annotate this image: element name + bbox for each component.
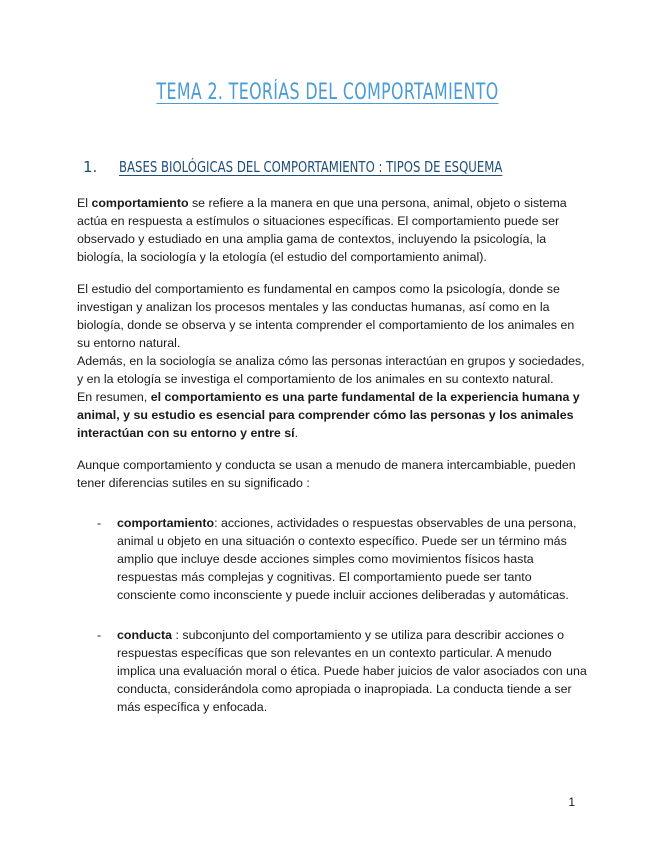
section-heading: [83, 158, 611, 176]
spacer: [77, 266, 587, 280]
document-title: TEMA 2. TEORÍAS DEL COMPORTAMIENTO: [156, 80, 499, 105]
paragraph-summary: [77, 388, 587, 442]
bullet-dash: -: [97, 628, 102, 642]
spacer: [77, 492, 587, 514]
page-number: 1: [568, 795, 575, 809]
paragraph-differences: Aunque comportamiento y conducta se usan a menudo de manera intercambiable, pueden tener diferencias sutiles en su significado :: [77, 458, 576, 490]
list-term: comportamiento: [117, 516, 215, 530]
p1-bold: comportamiento: [91, 196, 189, 210]
document-body: [77, 194, 587, 716]
list-term: conducta: [117, 628, 173, 642]
p4-post: .: [294, 426, 299, 440]
section-number: 1.: [83, 158, 98, 176]
list-item: [77, 514, 587, 604]
list-text: : acciones, actividades o respuestas observables de una persona, animal u objeto en una situación o contexto específico. Puede ser un término más amplio que incluye desde acciones simples como movimientos físicos hasta respuestas más complejas y cognitivas. El comportamiento puede ser tanto consciente como inconsciente y puede incluir acciones deliberadas y automáticas.: [117, 516, 577, 602]
paragraph-definition: [77, 194, 587, 266]
section-title: BASES BIOLÓGICAS DEL COMPORTAMIENTO : TIPOS DE ESQUEMA: [119, 158, 503, 176]
p1-post: se refiere a la manera en que una persona, animal, objeto o sistema actúa en respuesta a estímulos o situaciones específicas. El comportamiento puede ser observado y estudiado en una amplia gama de contextos, incluyendo la psicología, la biología, la sociología y la etología (el estudio del comportamiento animal).: [77, 196, 567, 264]
spacer: [77, 442, 587, 456]
definition-list: [77, 514, 587, 716]
p4-pre: En resumen,: [77, 390, 151, 404]
paragraph-sociology: Además, en la sociología se analiza cómo las personas interactúan en grupos y sociedades, y en la etología se investiga el comportamiento de los animales en su contexto natural.: [77, 354, 585, 386]
p1-pre: El: [77, 196, 92, 210]
paragraph-fields: El estudio del comportamiento es fundamental en campos como la psicología, donde se investigan y analizan los procesos mentales y las conductas humanas, así como en la biología, donde se observa y se intenta comprender el comportamiento de los animales en su entorno natural.: [77, 282, 575, 350]
list-item: [77, 626, 587, 716]
bullet-dash: -: [97, 516, 102, 530]
list-text: : subconjunto del comportamiento y se utiliza para describir acciones o respuestas específicas que son relevantes en un contexto particular. A menudo implica una evaluación moral o ética. Puede haber juicios de valor asociados con una conducta, considerándola como apropiada o inapropiada. La conducta tiende a ser más específica y enfocada.: [117, 628, 587, 714]
p4-bold: el comportamiento es una parte fundamental de la experiencia humana y animal, y su estudio es esencial para comprender cómo las personas y los animales interactúan con su entorno y entre sí: [77, 390, 580, 440]
